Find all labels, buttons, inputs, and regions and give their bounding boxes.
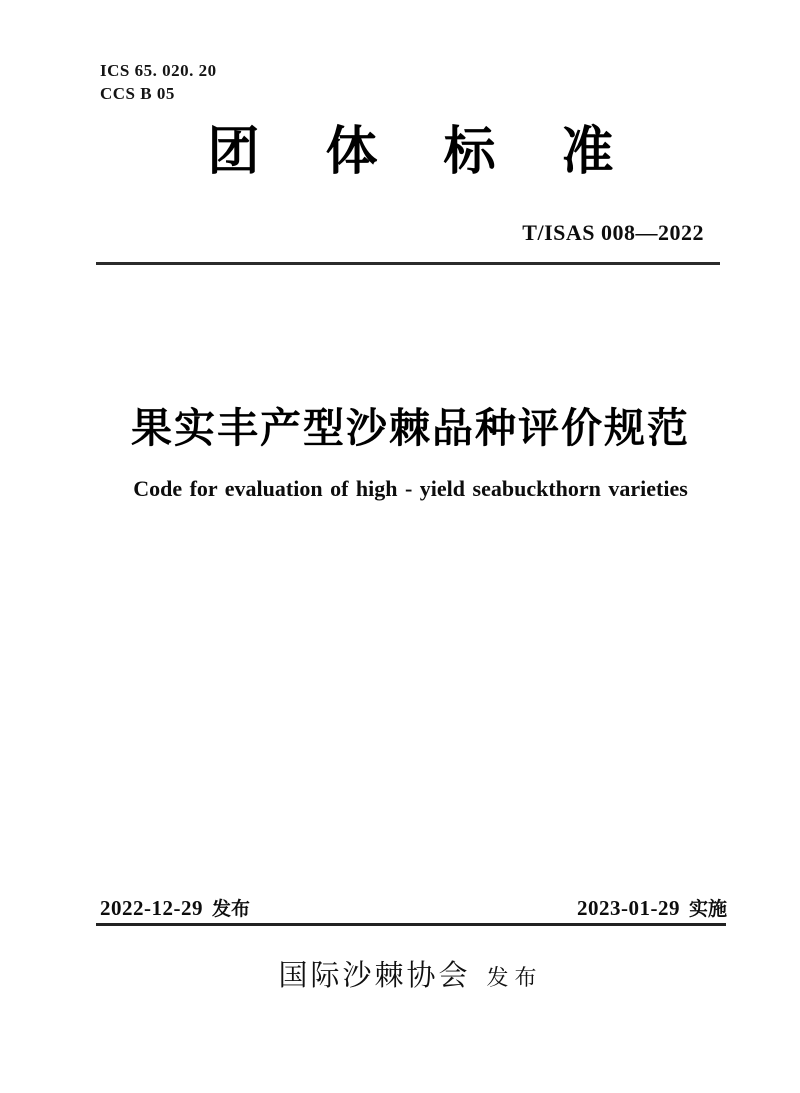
- header-rule: [96, 262, 720, 265]
- dates-row: [100, 894, 727, 921]
- issue-date: 2022-12-29: [100, 896, 203, 920]
- title-chinese: 果实丰产型沙棘品种评价规范: [131, 405, 690, 451]
- ccs-code: CCS B 05: [100, 84, 175, 103]
- classification-codes: [100, 59, 217, 105]
- footer-rule: [96, 923, 726, 926]
- publisher-action: 发布: [486, 965, 543, 990]
- publisher-name: 国际沙棘协会: [278, 960, 471, 992]
- issue-date-item: [100, 894, 250, 921]
- title-english: Code for evaluation of high - yield seabuckthorn varieties: [133, 476, 688, 501]
- standard-number: T/ISAS 008—2022: [522, 220, 704, 245]
- implement-label: 实施: [688, 899, 727, 920]
- publisher-row: [97, 953, 724, 994]
- implement-date-item: [577, 894, 727, 921]
- issue-label: 发布: [212, 899, 251, 920]
- standard-type-heading: 团体标准: [207, 123, 680, 181]
- implement-date: 2023-01-29: [576, 896, 680, 920]
- ics-code: ICS 65. 020. 20: [100, 61, 217, 80]
